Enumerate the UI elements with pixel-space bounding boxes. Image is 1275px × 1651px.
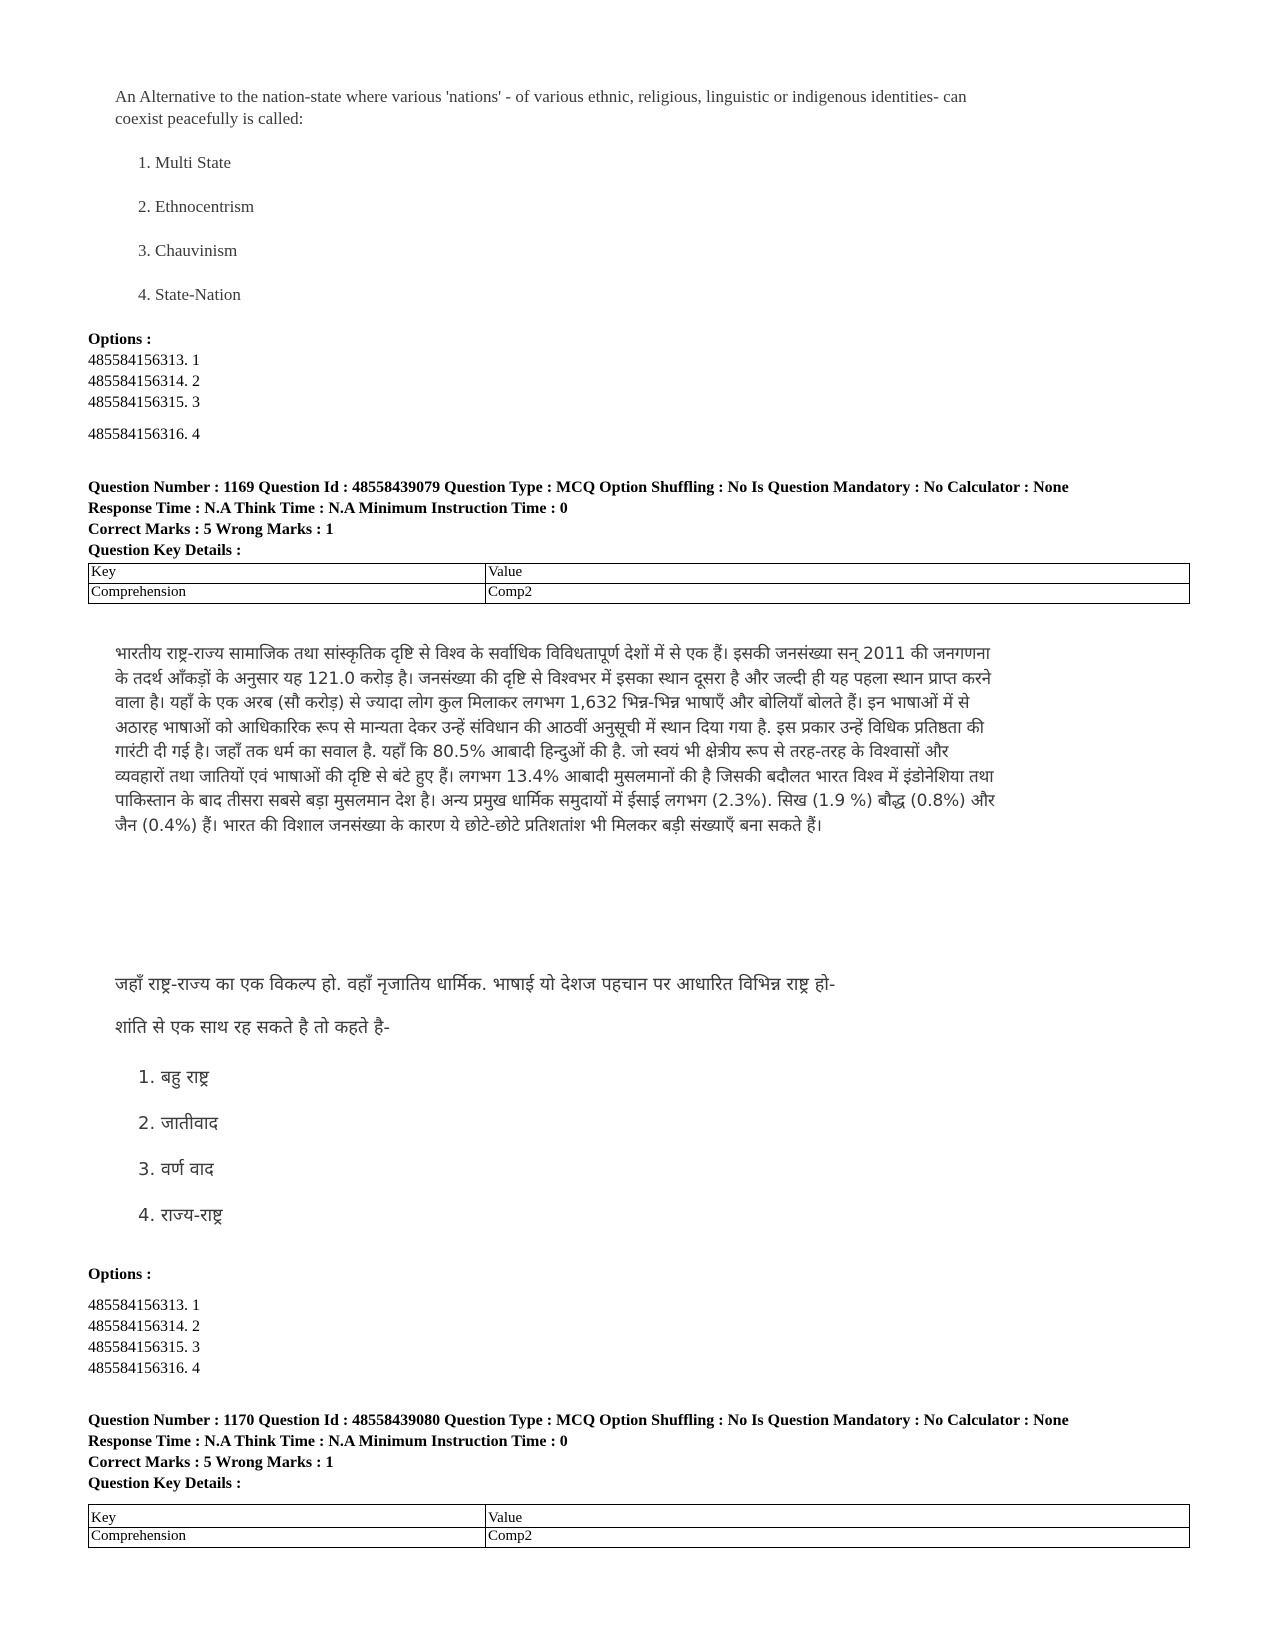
table-cell-value: Comp2 xyxy=(486,1528,1190,1548)
question-1170-key-label: Question Key Details : xyxy=(88,1475,242,1492)
choice-2: 2. Ethnocentrism xyxy=(138,197,255,216)
question-1169-key-table xyxy=(88,563,1190,604)
option-id-3: 485584156315. 3 xyxy=(88,394,200,411)
choice-hi-3: 3. वर्ण वाद xyxy=(138,1159,214,1180)
question-1169-marks: Correct Marks : 5 Wrong Marks : 1 xyxy=(88,521,334,538)
option-id-1: 485584156313. 1 xyxy=(88,352,200,369)
choice-3: 3. Chauvinism xyxy=(138,241,238,260)
choice-hi-2: 2. जातीवाद xyxy=(138,1113,219,1134)
table-cell-key: Comprehension xyxy=(89,584,486,604)
table-header-row xyxy=(89,1505,1190,1528)
choice-1: 1. Multi State xyxy=(138,153,232,172)
question-hindi-line-1: जहाँ राष्ट्र-राज्य का एक विकल्प हो. वहाँ नृजातिय धार्मिक. भाषाई यो देशज पहचान पर आधारित विभिन्न राष्ट्र हो- xyxy=(115,974,836,995)
option-id-4: 485584156316. 4 xyxy=(88,426,200,443)
question-hindi-line-2: शांति से एक साथ रह सकते है तो कहते है- xyxy=(115,1017,390,1038)
option-id-4-1169: 485584156316. 4 xyxy=(88,1360,200,1377)
question-1170-meta: Question Number : 1170 Question Id : 48558439080 Question Type : MCQ Option Shuffling : No Is Question Mandatory : No Calculator : None xyxy=(88,1412,1069,1429)
question-1170-timing: Response Time : N.A Think Time : N.A Minimum Instruction Time : 0 xyxy=(88,1433,568,1450)
question-1170-key-table xyxy=(88,1504,1190,1548)
choice-hi-1: 1. बहु राष्ट्र xyxy=(138,1067,209,1088)
question-1170-marks: Correct Marks : 5 Wrong Marks : 1 xyxy=(88,1454,334,1471)
option-id-1-1169: 485584156313. 1 xyxy=(88,1297,200,1314)
question-1169-meta: Question Number : 1169 Question Id : 48558439079 Question Type : MCQ Option Shuffling : No Is Question Mandatory : No Calculator : None xyxy=(88,479,1069,496)
table-header-value: Value xyxy=(486,564,1190,584)
table-cell-key: Comprehension xyxy=(89,1528,486,1548)
table-header-key: Key xyxy=(89,1505,486,1528)
choice-hi-4: 4. राज्य-राष्ट्र xyxy=(138,1205,223,1226)
table-header-row xyxy=(89,564,1190,584)
option-id-2: 485584156314. 2 xyxy=(88,373,200,390)
options-label-1169: Options : xyxy=(88,1266,152,1283)
choice-4: 4. State-Nation xyxy=(138,285,241,304)
table-cell-value: Comp2 xyxy=(486,584,1190,604)
question-1168-text: An Alternative to the nation-state where various 'nations' - of various ethnic, religious, linguistic or indigenous identities- can coexist peacefully is called: xyxy=(115,87,967,128)
table-row xyxy=(89,584,1190,604)
table-header-value: Value xyxy=(486,1505,1190,1528)
table-header-key: Key xyxy=(89,564,486,584)
question-1169-timing: Response Time : N.A Think Time : N.A Minimum Instruction Time : 0 xyxy=(88,500,568,517)
comprehension-passage: भारतीय राष्ट्र-राज्य सामाजिक तथा सांस्कृतिक दृष्टि से विश्व के सर्वाधिक विविधतापूर्ण देशों में से एक हैं। इसकी जनसंख्या सन् 2011 की जनगणना के तदर्थ आँकड़ों के अनुसार यह 121.0 करोड़ है। जनसंख्या की दृष्टि से विश्वभर में इसका स्थान दूसरा है और जल्दी ही यह पहला स्थान प्राप्त करने वाला है। यहाँ के एक अरब (सौ करोड़) से ज्यादा लोग कुल मिलाकर लगभग 1,632 भिन्न-भिन्न भाषाएँ और बोलियाँ बोलते हैं। इन भाषाओं में से अठारह भाषाओं को आधिकारिक रूप से मान्यता देकर उन्हें संविधान की आठवीं अनुसूची में स्थान दिया गया है. इस प्रकार उन्हें विधिक प्रतिष्ठता की गारंटी दी गई है। जहाँ तक धर्म का सवाल है. यहाँ कि 80.5% आबादी हिन्दुओं की है. जो स्वयं भी क्षेत्रीय रूप से तरह-तरह के विश्वासों और व्यवहारों तथा जातियों एवं भाषाओं की दृष्टि से बंटे हुए हैं। लगभग 13.4% आबादी मुसलमानों की है जिसकी बदौलत भारत विश्व में इंडोनेशिया तथा पाकिस्तान के बाद तीसरा सबसे बड़ा मुसलमान देश है। अन्य प्रमुख धार्मिक समुदायों में ईसाई लगभग (2.3%). सिख (1.9 %) बौद्ध (0.8%) और जैन (0.4%) हैं। भारत की विशाल जनसंख्या के कारण ये छोटे-छोटे प्रतिशतांश भी मिलकर बड़ी संख्याएँ बना सकते हैं। xyxy=(115,644,995,836)
options-label: Options : xyxy=(88,331,152,348)
option-id-2-1169: 485584156314. 2 xyxy=(88,1318,200,1335)
option-id-3-1169: 485584156315. 3 xyxy=(88,1339,200,1356)
table-row xyxy=(89,1528,1190,1548)
question-1169-key-label: Question Key Details : xyxy=(88,542,242,559)
